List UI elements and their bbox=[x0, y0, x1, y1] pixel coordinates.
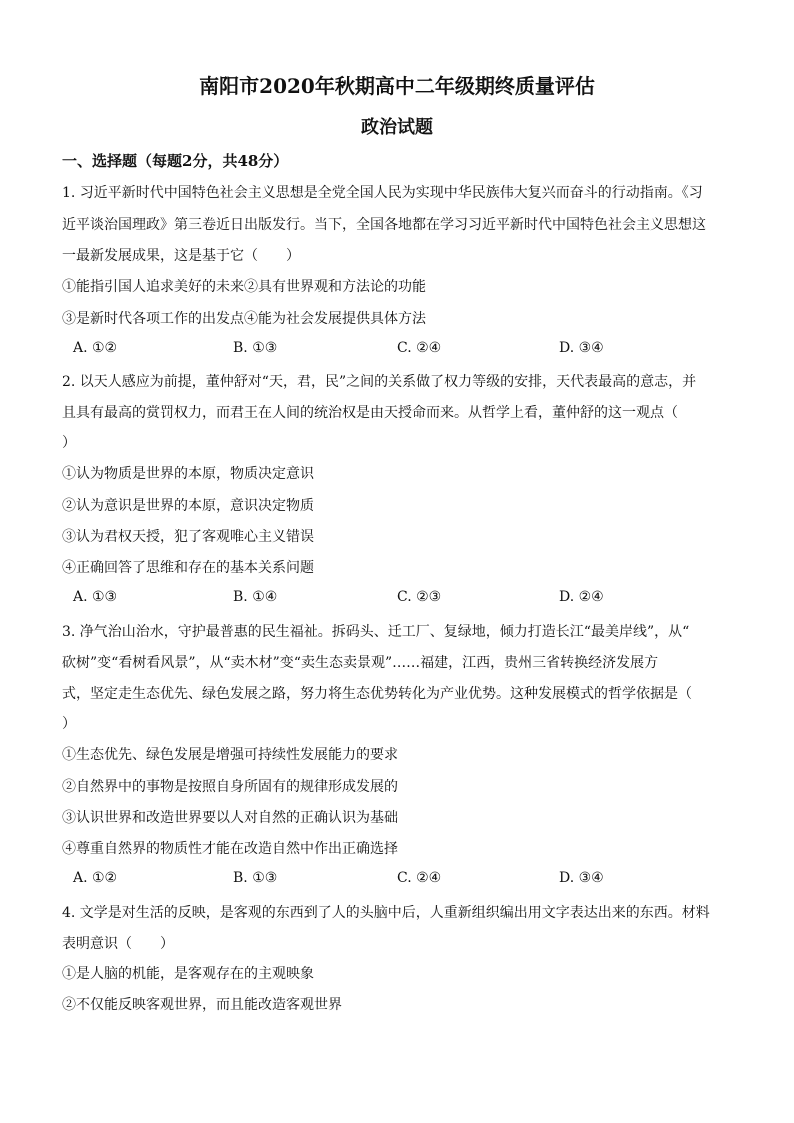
question-line: ④尊重自然界的物质性才能在改造自然中作出正确选择 bbox=[62, 841, 398, 857]
answer-options bbox=[62, 340, 732, 360]
question-line: 2. 以天人感应为前提，董仲舒对“天，君，民”之间的关系做了权力等级的安排，天代表最高的意志，并 bbox=[62, 374, 697, 390]
question-line: ③是新时代各项工作的出发点④能为社会发展提供具体方法 bbox=[62, 311, 426, 327]
question-line: ②认为意识是世界的本原，意识决定物质 bbox=[62, 498, 314, 514]
question-line: 砍树”变“看树看风景”，从“卖木材”变“卖生态卖景观”……福建，江西，贵州三省转换经济发展方 bbox=[62, 655, 659, 671]
question-line: ③认为君权天授，犯了客观唯心主义错误 bbox=[62, 529, 314, 545]
option-c: C. ②④ bbox=[397, 340, 442, 356]
option-b: B. ①③ bbox=[233, 870, 278, 886]
option-d: D. ②④ bbox=[559, 589, 604, 605]
answer-options bbox=[62, 589, 732, 609]
question-line: ④正确回答了思维和存在的基本关系问题 bbox=[62, 560, 314, 576]
question-line: ①生态优先、绿色发展是增强可持续性发展能力的要求 bbox=[62, 747, 398, 763]
option-a: A. ①② bbox=[73, 870, 118, 886]
question-line: 4. 文学是对生活的反映，是客观的东西到了人的头脑中后，人重新组织编出用文字表达出来的东西。材料 bbox=[62, 905, 710, 921]
question-line: 3. 净气治山治水，守护最普惠的民生福祉。拆码头、迁工厂、复绿地，倾力打造长江“最美岸线”，从“ bbox=[62, 624, 690, 640]
question-line: ①认为物质是世界的本原，物质决定意识 bbox=[62, 466, 314, 482]
question-line: ①是人脑的机能，是客观存在的主观映象 bbox=[62, 966, 314, 982]
option-d: D. ③④ bbox=[559, 870, 604, 886]
question-line: 一最新发展成果，这是基于它（ ） bbox=[62, 248, 300, 264]
question-line: ） bbox=[62, 716, 76, 732]
page-subtitle: 政治试题 bbox=[361, 117, 433, 138]
option-d: D. ③④ bbox=[559, 340, 604, 356]
question-line: 近平谈治国理政》第三卷近日出版发行。当下，全国各地都在学习习近平新时代中国特色社会主义思想这 bbox=[62, 217, 706, 233]
option-b: B. ①④ bbox=[233, 589, 278, 605]
question-line: ①能指引国人追求美好的未来②具有世界观和方法论的功能 bbox=[62, 279, 426, 295]
question-line: ②自然界中的事物是按照自身所固有的规律形成发展的 bbox=[62, 779, 398, 795]
question-line: ） bbox=[62, 435, 76, 451]
option-b: B. ①③ bbox=[233, 340, 278, 356]
question-line: 式，坚定走生态优先、绿色发展之路，努力将生态优势转化为产业优势。这种发展模式的哲学依据是（ bbox=[62, 686, 692, 702]
answer-options bbox=[62, 870, 732, 890]
question-line: ②不仅能反映客观世界，而且能改造客观世界 bbox=[62, 997, 342, 1013]
option-a: A. ①③ bbox=[73, 589, 118, 605]
question-line: 表明意识（ ） bbox=[62, 936, 174, 952]
section-heading: 一、选择题（每题2分，共48分） bbox=[62, 152, 289, 170]
option-c: C. ②③ bbox=[397, 589, 442, 605]
option-a: A. ①② bbox=[73, 340, 118, 356]
question-line: ③认识世界和改造世界要以人对自然的正确认识为基础 bbox=[62, 810, 398, 826]
page-title: 南阳市2020年秋期高中二年级期终质量评估 bbox=[199, 74, 595, 98]
question-line: 1. 习近平新时代中国特色社会主义思想是全党全国人民为实现中华民族伟大复兴而奋斗的行动指南。《习 bbox=[62, 185, 703, 201]
question-line: 且具有最高的赏罚权力，而君王在人间的统治权是由天授命而来。从哲学上看，董仲舒的这一观点（ bbox=[62, 405, 678, 421]
option-c: C. ②④ bbox=[397, 870, 442, 886]
